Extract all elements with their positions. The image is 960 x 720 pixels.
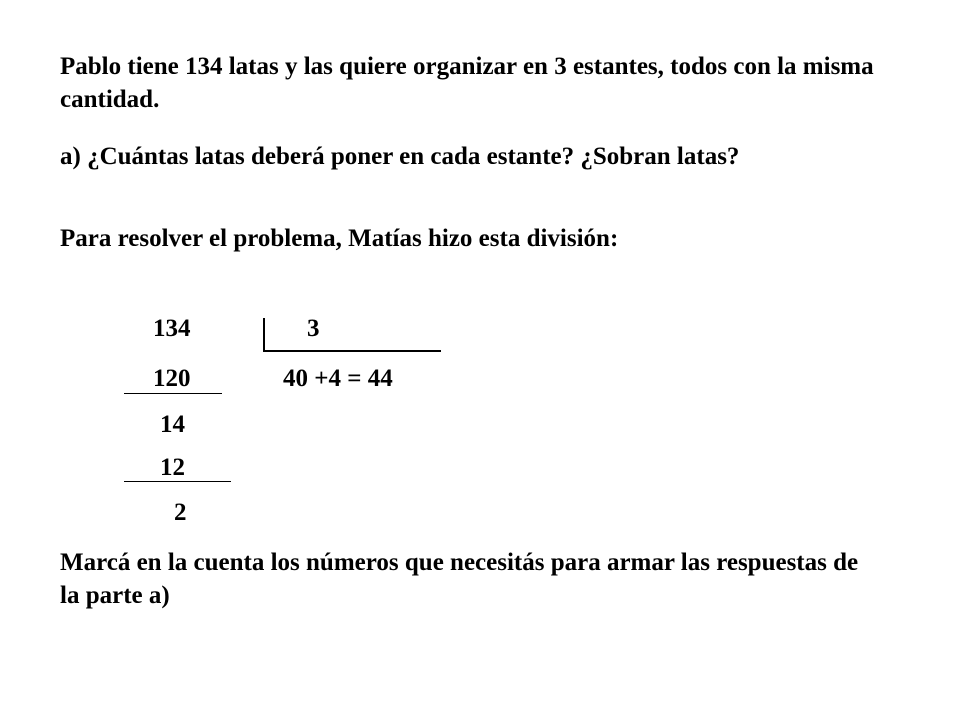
- instruction-text: Marcá en la cuenta los números que necesitás para armar las respuestas de la parte a): [60, 549, 859, 609]
- step1-underline: [124, 393, 222, 394]
- step2-underline: [124, 481, 231, 482]
- question-a: a) ¿Cuántas latas deberá poner en cada estante? ¿Sobran latas?: [60, 143, 740, 170]
- division-bracket-horizontal: [263, 350, 441, 352]
- division-bracket-vertical: [263, 318, 265, 352]
- remainder: 2: [174, 499, 187, 526]
- divisor: 3: [307, 315, 320, 342]
- intro-text: Para resolver el problema, Matías hizo esta división:: [60, 225, 619, 252]
- quotient: 40 +4 = 44: [283, 365, 393, 392]
- step1-remainder: 14: [160, 411, 185, 438]
- dividend: 134: [153, 315, 191, 342]
- step2-subtract: 12: [160, 454, 185, 481]
- problem-statement: Pablo tiene 134 latas y las quiere organizar en 3 estantes, todos con la misma cantidad.: [60, 53, 874, 113]
- step1-subtract: 120: [153, 365, 191, 392]
